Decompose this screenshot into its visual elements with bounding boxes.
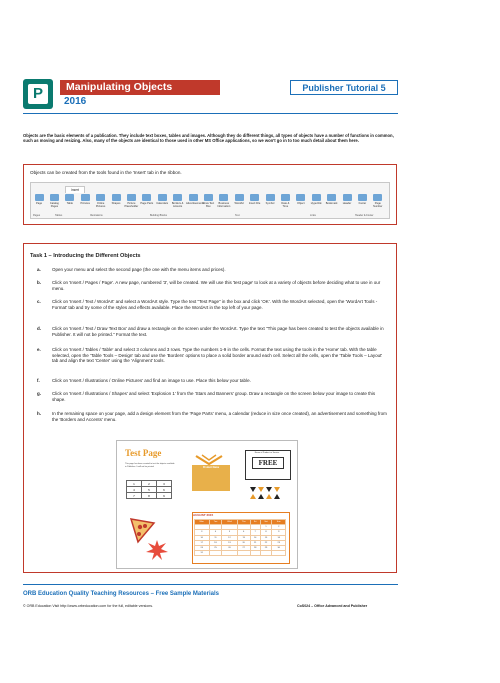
ribbon-button-icon: [250, 194, 259, 201]
ribbon-button-5[interactable]: [109, 194, 123, 212]
table-cell: 7: [127, 493, 142, 499]
step-letter: g.: [37, 391, 41, 396]
calendar-day-name: Fri: [250, 520, 260, 525]
ribbon-button-icon: [173, 194, 182, 201]
page-year: 2016: [64, 96, 87, 107]
calendar-date-cell: 3: [195, 530, 210, 535]
ribbon-button-label: Online Pictures: [95, 202, 106, 208]
example-textbox: This page has been created to test the objects available in Publisher. It will not be printed.: [125, 463, 175, 468]
step-text: Click on 'Insert / Text / WordArt' and select a WordArt style. Type the text "Test Page" in the box and click 'OK'. With the WordArt selected, open the 'WordArt Tools - Format' tab and try some of the styles and effects available. Place the WordArt in the top left of your page.: [52, 299, 378, 310]
ribbon-button-11[interactable]: [201, 194, 215, 212]
ribbon-button-16[interactable]: [278, 194, 292, 212]
calendar-date-cell: 22: [260, 540, 272, 545]
calendar-date-cell: 15: [260, 535, 272, 540]
calendar-date-cell: 27: [237, 545, 250, 550]
calendar-date-cell: 30: [272, 545, 286, 550]
calendar-date-cell: 17: [195, 540, 210, 545]
ribbon-button-label: Business Information: [217, 202, 231, 208]
ribbon-button-icon: [189, 194, 198, 201]
calendar-date-cell: 20: [237, 540, 250, 545]
ribbon-button-2[interactable]: [63, 194, 77, 212]
ribbon-group-label: Tables: [55, 214, 63, 217]
logo-letter: P: [28, 84, 48, 104]
ribbon-button-8[interactable]: [155, 194, 169, 212]
ribbon-button-icon: [266, 194, 275, 201]
ribbon-button-icon: [343, 194, 352, 201]
calendar-date-cell: 13: [237, 535, 250, 540]
ribbon-group-label: Text: [235, 214, 240, 217]
ribbon-button-label: Catalog Pages: [49, 202, 59, 208]
step-letter: b.: [37, 280, 41, 285]
ribbon-button-label: Table: [66, 202, 73, 205]
advertisement-free-word: FREE: [252, 457, 284, 469]
ribbon-button-label: Picture Placeholder: [124, 202, 139, 208]
calendar-day-name: Mon: [195, 520, 210, 525]
ribbon-button-icon: [281, 194, 290, 201]
table-cell: 6: [157, 487, 172, 493]
ribbon-group-label: Building Blocks: [150, 214, 167, 217]
ribbon-group-label: Illustrations: [90, 214, 103, 217]
ribbon-button-22[interactable]: [371, 194, 385, 212]
ribbon-button-label: Shapes: [111, 202, 121, 205]
calendar-date-cell: [237, 551, 250, 556]
ribbon-button-icon: [327, 194, 336, 201]
ribbon-button-14[interactable]: [248, 194, 262, 212]
ribbon-button-icon: [65, 194, 74, 201]
footer-divider: [23, 584, 398, 585]
calendar-date-cell: 6: [237, 530, 250, 535]
calendar-date-cell: [250, 551, 260, 556]
intro-paragraph: Objects are the basic elements of a publication. They include text boxes, tables and images. Although they do different things, all types of objects have a number of functions in common, such as moving and resizing. Also, many of the objects are identical to those used in other MS Office applications, so we won't go in to too much detail about them here.: [23, 133, 394, 144]
calendar-date-cell: 25: [209, 545, 222, 550]
publisher-logo-icon: [23, 79, 53, 109]
calendar-day-name: Sat: [260, 520, 272, 525]
ribbon-button-1[interactable]: [47, 194, 61, 212]
ribbon-button-6[interactable]: [124, 194, 138, 212]
step-text: Click on 'Insert / Tables / Table' and select 3 columns and 3 rows. Type the numbers 1-9 in the cells. Format the text using the tools in the 'Home' tab. With the table selected, open the 'Table Tools – Design' tab and use the 'Borders' options to place a solid border around each cell. Select all the cells, open the 'Table Tools – Layout' tab and align the text 'Center' using the 'Alignment' tools.: [52, 347, 383, 364]
calendar-date-cell: [209, 551, 222, 556]
ribbon-button-3[interactable]: [78, 194, 92, 212]
calendar-date-cell: 7: [250, 530, 260, 535]
ribbon-button-18[interactable]: [309, 194, 323, 212]
ribbon-button-7[interactable]: [140, 194, 154, 212]
example-table: [126, 480, 172, 499]
example-wordart: Test Page: [125, 448, 162, 458]
step-letter: h.: [37, 411, 41, 416]
ribbon-button-label: Date & Time: [281, 202, 290, 208]
calendar-date-cell: [260, 551, 272, 556]
step-text: Click on 'Insert / Illustrations / Online Pictures' and find an image to use. Place this below your table.: [52, 378, 251, 383]
calendar-date-cell: 16: [272, 535, 286, 540]
calendar-date-cell: [272, 551, 286, 556]
ribbon-button-icon: [50, 194, 59, 201]
step-letter: d.: [37, 326, 41, 331]
ribbon-button-21[interactable]: [355, 194, 369, 212]
ribbon-button-label: Page Parts: [140, 202, 154, 205]
ribbon-button-icon: [35, 194, 44, 201]
calendar-week-row: [195, 551, 286, 556]
page-part-heading: Product Name: [202, 466, 220, 469]
ribbon-button-label: Pictures: [80, 202, 90, 205]
table-row: [127, 493, 172, 499]
footer-title: ORB Education Quality Teaching Resources – Free Sample Materials: [23, 591, 219, 597]
table-cell: 1: [127, 481, 142, 487]
step-letter: e.: [37, 347, 41, 352]
calendar-day-name: Wed: [222, 520, 237, 525]
table-cell: 5: [142, 487, 157, 493]
ribbon-button-20[interactable]: [340, 194, 354, 212]
table-cell: 9: [157, 493, 172, 499]
step-letter: f.: [37, 378, 40, 383]
calendar-date-cell: 9: [272, 530, 286, 535]
ribbon-button-10[interactable]: [186, 194, 204, 212]
ribbon-button-label: Calendars: [156, 202, 169, 205]
ribbon-button-icon: [142, 194, 151, 201]
calendar-grid: [194, 519, 286, 556]
explosion-shape-icon: [146, 540, 168, 560]
tutorial-tag: Publisher Tutorial 5: [290, 80, 398, 95]
ribbon-button-label: Draw Text Box: [202, 202, 215, 208]
calendar-date-cell: 29: [260, 545, 272, 550]
ribbon-button-label: Page: [35, 202, 43, 205]
calendar-date-cell: 19: [222, 540, 237, 545]
border-accent-icon: [250, 487, 286, 499]
ribbon-button-icon: [127, 194, 136, 201]
table-cell: 2: [142, 481, 157, 487]
step-text: Open your menu and select the second page (the one with the menu items and prices).: [52, 267, 226, 272]
ribbon-group-label: Links: [310, 214, 316, 217]
calendar-day-name: Thu: [237, 520, 250, 525]
ribbon-button-icon: [358, 194, 367, 201]
ribbon-button-icon: [296, 194, 305, 201]
ribbon-button-icon: [112, 194, 121, 201]
ribbon-button-icon: [81, 194, 90, 201]
ribbon-tab-insert[interactable]: Insert: [65, 186, 85, 193]
ribbon-button-label: Hyperlink: [310, 202, 322, 205]
ribbon-button-icon: [219, 194, 228, 201]
ribbon-caption: Objects can be created from the tools found in the 'Insert' tab in the ribbon.: [30, 170, 182, 175]
calendar-date-cell: 5: [222, 530, 237, 535]
step-text: Click on 'Insert / Illustrations / Shapes' and select 'Explosion 1' from the 'Stars and Banners' group. Draw a rectangle on the screen below your image to create this shape.: [52, 391, 376, 402]
ribbon-button-15[interactable]: [263, 194, 277, 212]
calendar-date-cell: 1: [260, 525, 272, 530]
ribbon-button-19[interactable]: [325, 194, 339, 212]
calendar-title: AUGUST 2015: [193, 513, 214, 517]
calendar-date-cell: 8: [260, 530, 272, 535]
ribbon-button-icon: [204, 194, 213, 201]
ribbon-button-13[interactable]: [232, 194, 246, 212]
ribbon-group-label: Pages: [33, 214, 41, 217]
ribbon-button-label: Advertisements: [186, 202, 204, 205]
table-cell: 3: [157, 481, 172, 487]
page-title: Manipulating Objects: [60, 80, 220, 95]
calendar-date-cell: 23: [272, 540, 286, 545]
advertisement-heading: Name of Product or Service: [254, 452, 280, 454]
ribbon-button-label: Borders & Accents: [171, 202, 184, 208]
calendar-date-cell: 10: [195, 535, 210, 540]
ribbon-button-label: WordArt: [234, 202, 244, 205]
ribbon-button-0[interactable]: [32, 194, 46, 212]
ribbon-button-label: Header: [342, 202, 352, 205]
calendar-date-cell: 14: [250, 535, 260, 540]
ribbon-button-icon: [96, 194, 105, 201]
calendar-date-cell: 24: [195, 545, 210, 550]
ribbon-button-label: Insert File: [248, 202, 261, 205]
ribbon-button-label: Page Number: [373, 202, 383, 208]
calendar-day-name: Tue: [209, 520, 222, 525]
step-letter: c.: [37, 299, 41, 304]
calendar-date-cell: 26: [222, 545, 237, 550]
step-letter: a.: [37, 267, 41, 272]
calendar-date-cell: 18: [209, 540, 222, 545]
footer-copyright: © ORB Education Visit http://www.orbeducation.com for the full, editable versions.: [23, 604, 154, 608]
step-text: Click on 'Insert / Pages / Page'. A new page, numbered '3', will be created. We will use this 'test page' to look at a variety of objects before deciding what to use in our menu.: [52, 280, 381, 291]
ribbon-button-icon: [373, 194, 382, 201]
ribbon-button-icon: [235, 194, 244, 201]
ribbon-button-label: Symbol: [265, 202, 275, 205]
ribbon-button-label: Object: [297, 202, 305, 205]
table-cell: 8: [142, 493, 157, 499]
ribbon-button-icon: [158, 194, 167, 201]
ribbon-button-17[interactable]: [294, 194, 308, 212]
calendar-date-cell: [222, 551, 237, 556]
ribbon-button-9[interactable]: [171, 194, 185, 212]
task-title: Task 1 – Introducing the Different Objects: [30, 253, 141, 259]
calendar-date-cell: 31: [195, 551, 210, 556]
page-part-flourish-icon: [192, 452, 226, 466]
ribbon-button-label: Footer: [358, 202, 367, 205]
calendar-date-cell: 11: [209, 535, 222, 540]
calendar-date-cell: 2: [272, 525, 286, 530]
calendar-date-cell: 28: [250, 545, 260, 550]
step-text: In the remaining space on your page, add a design element from the 'Page Parts' menu, a calendar (reduce in size once created), an advertisement and something from the 'Borders and Accents' menu.: [52, 411, 387, 422]
calendar-date-cell: 12: [222, 535, 237, 540]
calendar-date-cell: 21: [250, 540, 260, 545]
footer-course-code: CoS024 – Office Advanced and Publisher: [297, 604, 368, 608]
step-text: Click on 'Insert / Text / Draw Text Box' and draw a rectangle on the screen under the WordArt. Type the text "This page has been created to test the objects available in Publisher. It will not be printed." Format the text.: [52, 326, 384, 337]
table-cell: 4: [127, 487, 142, 493]
ribbon-button-label: Bookmark: [325, 202, 338, 205]
header-divider: [23, 113, 398, 114]
ribbon-group-label: Header & Footer: [355, 214, 374, 217]
calendar-date-cell: 4: [209, 530, 222, 535]
calendar-day-name: Sun: [272, 520, 286, 525]
ribbon-button-4[interactable]: [94, 194, 108, 212]
ribbon-button-12[interactable]: [217, 194, 231, 212]
ribbon-button-icon: [312, 194, 321, 201]
